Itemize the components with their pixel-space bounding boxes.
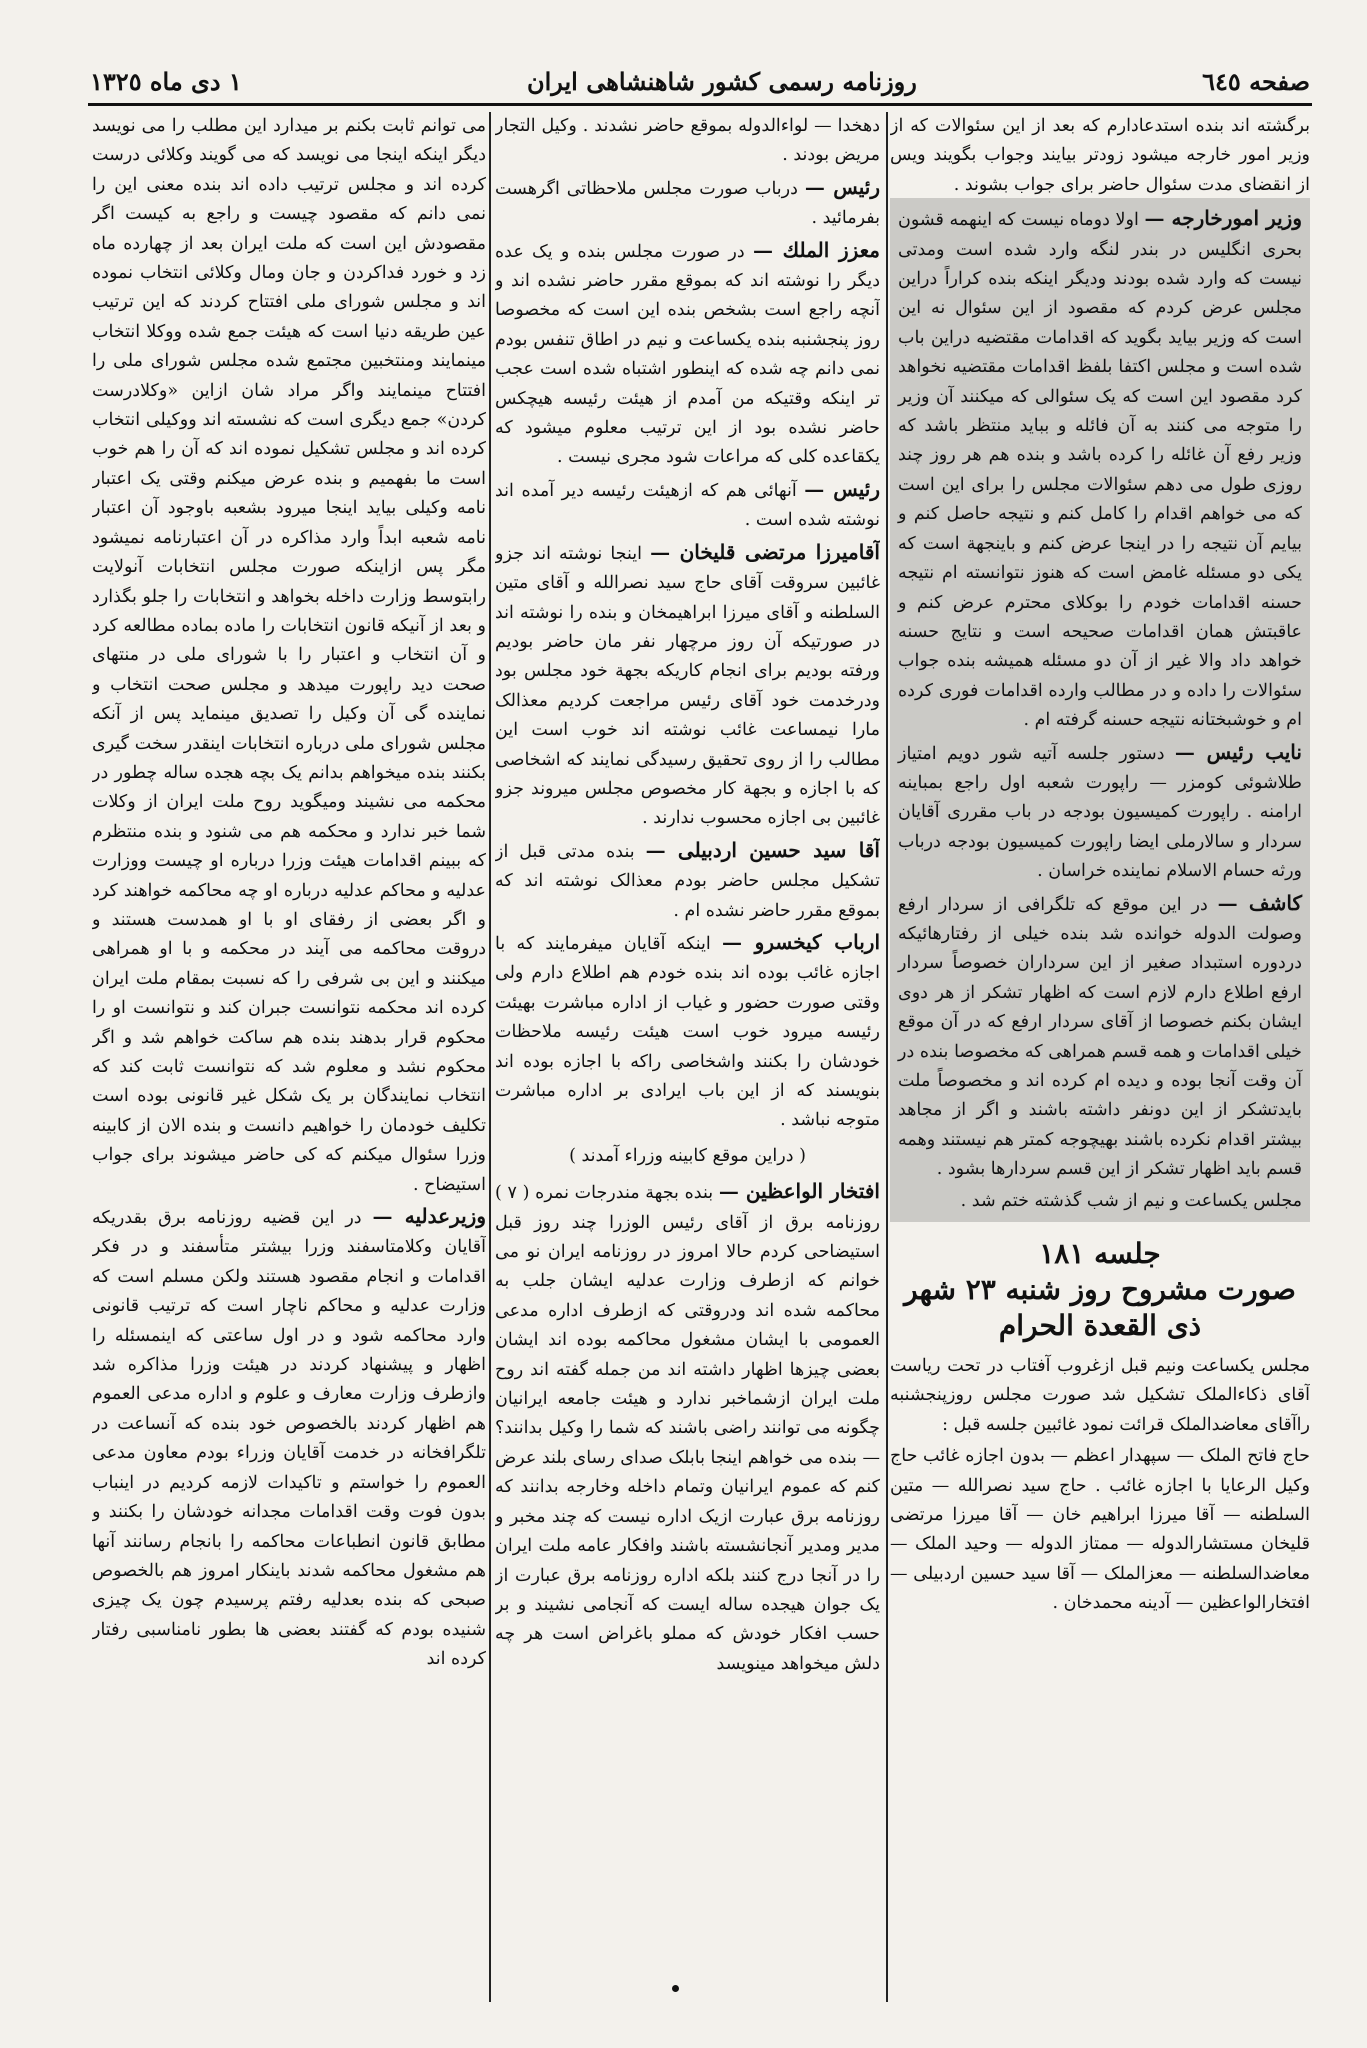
newspaper-title: روزنامه رسمی کشور شاهنشاهی ایران xyxy=(526,66,917,96)
continued-speech: می توانم ثابت بکنم بر میدارد این مطلب را می نویسد دیگر اینکه اینجا می نویسد که می گویند وکلائی درست کرده اند و مجلس ترتیب داده اند بنده معنی این را نمی دانم که مقصود چیست و راجع به کیست اگر مقصودش این است که ملت ایران بعد از چهارده ماه زد و خورد فداکردن و جان ومال وکلائی انتخاب نموده اند و مجلس شورای ملی افتتاح کردند که این ترتیب عین طریقه دنیا است که هیئت جمع شده ووکلا انتخاب مینمایند ومنتخبین مجتمع شده مجلس شورای ملی را افتتاح مینمایند واگر مراد شان ازاین «وکلادرست کردن» جمع دیگری است که نشسته اند ووکیلی انتخاب کرده اند و مجلس تشکیل نموده اند که آن را هم خوب است ما بفهمیم و بنده عرض میکنم وقتی یک اعتبار نامه وکیلی بیاید اینجا میرود بشعبه باوجود آن اعتبار نامه شعبه ابداً وارد مذاکره در آن اعتبارنامه نمیشود مگر پس ازاینکه صورت مجلس انتخابات آنولایت رابتوسط وزارت داخله بخواهد و انتخابات را جلو بگذارد و بعد از آنیکه قانون انتخابات را ماده بماده مطالعه کرد و آن انتخاب و اعتبار را با شورای ملی در منتهای صحت دید راپورت میدهد و مجلس صحت انتخاب و نماینده گی آن وکیل را تصدیق مینماید پس از آنکه مجلس شورای ملی درباره انتخابات اینقدر سخت گیری بکنند بنده میخواهم بدانم یک بچه هجده ساله چطور در محکمه می نشیند ومیگوید روح ملت ایران از وکلات شما خبر ندارد و محکمه هم می شنود و بنده منتظرم که ببینم اقدامات هیئت وزرا درباره او چیست ووزارت عدلیه و محاکم عدلیه درباره او چه محاکمه خواهند کرد و اگر بعضی از رفقای او با او همدست هستند و دروقت محاکمه می آیند در محکمه و با او همراهی میکنند و این بی شرفی را که نسبت بمقام ملت ایران کرده اند محکمه نتوانست جبران کند و نتوانست او را محکوم قرار بدهند بنده هم ساکت خواهم شد و اگر محکوم نشد و معلوم شد که نتوانست ثابت کند که انتخاب نمایندگان بر یک شکل غیر قانونی بوده است تکلیف خودمان را خواهیم دانست و بنده الان از کابینه وزرا سئوال میکنم که کی حاضر میشوند برای جواب استیضاح . xyxy=(92,116,486,1195)
speech-text: در این قضیه روزنامه برق بقدریکه آقایان وکلامتاسفند وزرا بیشتر متأسفند و در فکر اقدامات و انجام مقصود هستند ولکن مسلم است که وزارت عدلیه و محاکم ناچار است که ترتیب قانونی وارد محاکمه شود و در اول ساعتی که اینمسئله را اظهار و پیشنهاد کردند در هیئت وزرا مذاکره شد وازطرف وزارت معارف و علوم و اداره مدعی العموم هم اظهار کردند بالخصوص خود بنده که آنساعت در تلگرافخانه در خدمت آقایان وزراء بودم معاون مدعی العموم را خواستم و تاکیدات لازمه کردیم در اینباب بدون فوت وقت اقدامات مجدانه خودشان را بکنند و مطابق قانون انطباعات محاکمه را بانجام رسانند آنها هم مشغول محاکمه شدند باینکار امروز هم بالخصوص صبحی که بنده بعدلیه رفتم پرسیدم چون یک چیزی شنیده بودم که گفتند بعضی ها بطور نامناسبی رفتار کرده اند xyxy=(92,1208,486,1670)
session-heading xyxy=(890,1236,1310,1344)
speech-text: اولا دوماه نیست که اینهمه قشون بحری انگلیس در بندر لنگه وارد شده است ومدتی نیست که وارد شده بودند ودیگر اینکه بنده کراراً دراین مجلس عرض کردم که مقصود از این سئوال نه این است که وزیر بیاید بگوید که اقدامات مقتضیه دراین باب شده است و مجلس اکتفا بلفظ اقدامات مقتضیه نخواهد کرد مقصود این است که یک سئوالی که میکنند آن وزیر را متوجه می کنند به آن فائله و بباید منتظر باشد که وزیر رفع آن غائله را کرده باشد و بنده هم هر روز چند روزی طول می دهم سئوالات مجلس را برای این است که می خواهم اقدام را کامل کنم و نتیجه حاصل کنم و بیایم آن نتیجه را در اینجا عرض کنم و باینجهة است که یکی دو مسئله غامض است که هنوز نتوانسته ام نتیجه حسنه اقدامات خودم را بوکلای محترم عرض کنم و عاقبتش همان اقدامات صحیحه است و نتایج حسنه خواهد داد والا غیر از آن دو مسئله همیشه بنده جواب سئوالات را داده و در مطالب وارده اقدامات فوری کرده ام و خوشبختانه نتیجه حسنه گرفته ام . xyxy=(898,210,1302,731)
closing-note: مجلس یکساعت و نیم از شب گذشته ختم شد . xyxy=(960,1190,1302,1211)
shaded-block xyxy=(890,198,1310,1222)
page-number: صفحه ٦٤٥ xyxy=(1202,66,1310,96)
speech-text: آنهائی هم که ازهیئت رئیسه دیر آمده اند نوشته شده است . xyxy=(495,480,880,531)
speech-morteza-gholi-khan xyxy=(495,538,880,834)
speech-kashef xyxy=(898,889,1302,1185)
page-header xyxy=(90,60,1310,102)
speech-text: اینجا نوشته اند جزو غائبین سروقت آقای حاج سید نصرالله و آقای متین السلطنه و آقای میرزا ابراهیمخان و بنده را نوشته اند در صورتیکه آن روز مرچهار نفر مان حاضر بودیم ورفته بودیم برای انجام کاریکه بجهة خود مجلس بود ودرخدمت خود آقای رئیس مراجعت کردیم معذالک مارا نیمساعت غائب نوشته اند خوب است این مطالب را از روی تحقیق رسیدگی نمایند که اشخاصی که با اجازه و بجهة کار مخصوص مجلس میروند جزو غائبین بی اجازه محسوب ندارند . xyxy=(495,543,880,829)
speech-text: اینکه آقایان میفرمایند که با اجازه غائب بوده اند بنده خودم هم اطلاع دارم ولی وقتی صورت حضور و غیاب از اداره مباشرت بهیئت رئیسه میرود خوب است هیئت رئیسه ملاحظات خودشان را بکنند واشخاصی راکه با اجازه بوده اند بنویسند که از این باب ایرادی بر اداره مباشرت متوجه نباشد . xyxy=(495,933,880,1131)
speech-text: در صورت مجلس بنده و یک عده دیگر را نوشته اند که بموقع مقرر حاضر نشده اند و آنچه راجع است بشخص بنده این است که مخصوصا روز پنجشنبه بنده یکساعت و نیم در اطاق تنفس بودم نمی دانم چه شده که اینطور اشتباه شده است عجب تر اینکه وقتیکه من آمدم از هیئت رئیسه هیچکس حاضر نشده بود از این ترتیب معلوم میشود که یکقاعده کلی که مراعات شود مجری نیست . xyxy=(495,241,880,468)
session-opening: مجلس یکساعت ونیم قبل ازغروب آفتاب در تحت ریاست آقای ذکاءالملک تشکیل شد صورت مجلس روزپنجشنبه راآقای معاضدالملک قرائت نمود غائبین جلسه قبل : xyxy=(890,1356,1310,1435)
speaker-name: آقا سید حسین اردبیلی — xyxy=(645,837,880,862)
speech-foreign-minister xyxy=(898,204,1302,735)
speech-justice-minister xyxy=(92,1202,486,1675)
speech-eftekhar-ol-vaezin xyxy=(495,1177,880,1679)
speech-arbab-keykhosrow xyxy=(495,928,880,1136)
speech-text: بنده مدتی قبل از تشکیل مجلس حاضر بودم معذالک نوشته اند که بموقع مقرر حاضر نشده ام . xyxy=(495,841,880,921)
speaker-name: وزیرعدلیه — xyxy=(372,1204,486,1229)
speech-president-2 xyxy=(495,475,880,536)
issue-date: ١ دی ماه ١٣٢٥ xyxy=(90,66,242,96)
page-end-dot xyxy=(672,1985,679,1992)
dehkhoda-note: دهخدا — لواءالدوله بموقع حاضر نشدند . وکیل التجار مریض بودند . xyxy=(495,116,880,166)
column-middle xyxy=(495,112,880,2002)
absentee-list: حاج فاتح الملک — سپهدار اعظم — بدون اجازه غائب حاج وکیل الرعایا با اجازه غائب . حاج سید نصرالله — متین السلطنه — آقا میرزا ابراهیم خان — آقا میرزا مرتضی قلیخان مستشارالدوله — ممتاز الدوله — وحید الملک — معاضدالسلطنه — معزالملک — آقا سید حسین اردبیلی — افتخارالواعظین — آدینه محمدخان . xyxy=(890,1446,1310,1614)
speech-text: دستور جلسه آتیه شور دویم امتیاز طلاشوئی کومزر — راپورت شعبه اول راجع بمباینه ارامنه . راپورت کمیسیون بودجه در باب مقرری آقایان سردار و سالارملی ایضا راپورت کمیسیون بودجه درباب ورثه حسام الاسلام نماینده خراسان . xyxy=(898,743,1302,882)
session-title-line-2: ذی القعدة الحرام xyxy=(998,1309,1202,1343)
speaker-name: افتخار الواعظین — xyxy=(718,1179,880,1204)
speech-text: در این موقع که تلگرافی از سردار ارفع وصولت الدوله خوانده شد بنده خیلی از رفتارهائیکه دردوره استبداد صغیر از این سرداران خصوصاً سردار ارفع اطلاع دارم لازم است که اظهار تشکر از هر دوی ایشان بکنم خصوصا از آقای سردار ارفع که در آن موقع خیلی اقدامات و همه قسم همراهی که مخصوصا بنده در آن وقت آنجا بوده و دیده ام کرده اند و مخصوصاً ملت بایدتشکر از این دونفر داشته باشند و اگر از مجاهد بیشتر اقدام نکرده باشند بهیچوجه کمتر هم نیستند وهمه قسم باید اظهار تشکر از این قسم سردارها بشود . xyxy=(898,894,1302,1180)
speech-text: درباب صورت مجلس ملاحظاتی اگرهست بفرمائید . xyxy=(495,178,880,229)
speaker-name: آقامیرزا مرتضی قلیخان — xyxy=(650,539,880,564)
column-right xyxy=(890,112,1310,2002)
header-divider xyxy=(88,103,1312,106)
column-divider-right xyxy=(886,112,888,2002)
speaker-name: ارباب کیخسرو — xyxy=(722,929,880,954)
speaker-name: وزیر امورخارجه — xyxy=(1144,206,1302,231)
column-divider-left xyxy=(489,112,491,2002)
intro-paragraph: برگشته اند بنده استدعادارم که بعد از این سئوالات که از وزیر امور خارجه میشود زودتر بیایند وجواب بگویند ویس از انقضای مدت سئوال حاضر برای جواب بشوند . xyxy=(890,116,1310,195)
speech-seyyed-hossein-ardebili xyxy=(495,836,880,926)
speech-text: بنده بجهة مندرجات نمره ( ٧ ) روزنامه برق از آقای رئیس الوزرا چند روز قبل استیضاحی کردم حالا امروز در روزنامه ایران نو می خوانم که ازطرف وزارت عدلیه ایشان جلب به محاکمه شده اند ودروقتی که ازطرف اداره مدعی العمومی با ایشان مشغول محاکمه بوده اند ایشان بعضی چیزها اظهار داشته اند من جمله گفته اند روح ملت ایران ازشماخبر ندارد و هیئت جامعه ایرانیان چگونه می توانند راضی باشند که شما را وکیل بدانند؟ — بنده می خواهم اینجا بابلک صدای رسای بلند عرض کنم که عموم ایرانیان وتمام داخله وخارجه بدانند که روزنامه برق عبارت ازیک اداره نیست که چند مخبر و مدیر ومدیر آنجانشسته باشند وافکار عامه ملت ایران را در آنجا درج کنند بلکه اداره روزنامه برق عبارت از یک جوان هیجده ساله ایست که آنجامی نشیند و بر حسب افکار خودش که مملو باغراض است هر چه دلش میخواهد مینویسد xyxy=(495,1183,880,1674)
speaker-name: رئیس — xyxy=(804,174,880,199)
speaker-name: معزز الملك — xyxy=(752,237,880,262)
cabinet-arrival-note: ( دراین موقع کابینه وزراء آمدند ) xyxy=(569,1145,806,1166)
speech-president-1 xyxy=(495,173,880,234)
column-left xyxy=(92,112,486,2002)
speaker-name: رئیس — xyxy=(804,476,880,501)
speaker-name: نایب رئیس — xyxy=(1174,739,1302,764)
speech-moazzez-ol-molk xyxy=(495,236,880,473)
session-number: جلسه ١٨١ xyxy=(1039,1237,1161,1271)
speaker-name: کاشف — xyxy=(1217,890,1302,915)
session-title-line-1: صورت مشروح روز شنبه ٢٣ شهر xyxy=(904,1273,1296,1307)
speech-deputy-speaker xyxy=(898,738,1302,887)
